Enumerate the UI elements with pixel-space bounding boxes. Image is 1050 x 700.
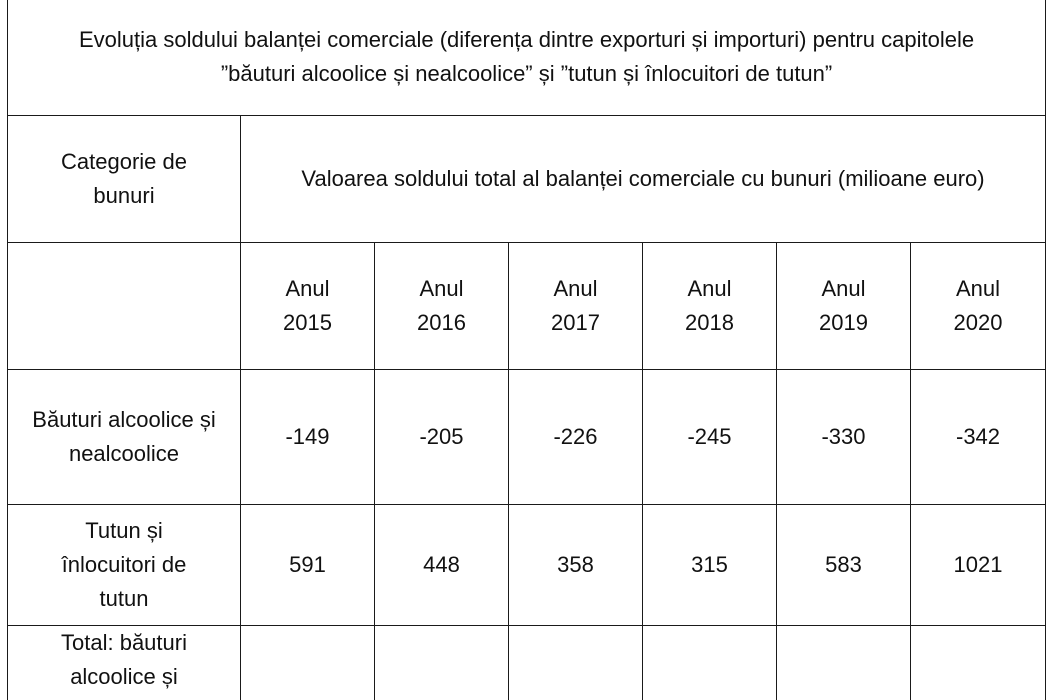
value-cell: -342 xyxy=(911,370,1046,505)
trade-balance-table xyxy=(7,0,1046,700)
value-cell xyxy=(241,626,375,700)
year-header: Anul 2017 xyxy=(509,243,643,370)
value-cell: 315 xyxy=(643,505,777,626)
year-header: Anul 2016 xyxy=(375,243,509,370)
year-header: Anul 2015 xyxy=(241,243,375,370)
category-header: Categorie de bunuri xyxy=(8,116,241,243)
title-row xyxy=(8,0,1046,116)
value-cell: -205 xyxy=(375,370,509,505)
value-cell xyxy=(777,626,911,700)
row-category: Tutun și înlocuitori de tutun xyxy=(8,505,241,626)
value-cell xyxy=(375,626,509,700)
year-header: Anul 2018 xyxy=(643,243,777,370)
table-title: Evoluția soldului balanței comerciale (diferența dintre exporturi și importuri) pentru capitolele ”băuturi alcoolice și nealcoolice” și ”tutun și înlocuitori de tutun” xyxy=(8,0,1046,116)
value-cell: -149 xyxy=(241,370,375,505)
value-cell: 1021 xyxy=(911,505,1046,626)
table-row xyxy=(8,370,1046,505)
table-row xyxy=(8,505,1046,626)
value-cell xyxy=(643,626,777,700)
value-cell xyxy=(509,626,643,700)
row-category: Total: băuturi alcoolice și xyxy=(8,626,241,700)
value-cell: 358 xyxy=(509,505,643,626)
year-header: Anul 2020 xyxy=(911,243,1046,370)
value-header: Valoarea soldului total al balanței comerciale cu bunuri (milioane euro) xyxy=(241,116,1046,243)
value-cell: -330 xyxy=(777,370,911,505)
value-cell xyxy=(911,626,1046,700)
value-cell: 448 xyxy=(375,505,509,626)
empty-header-cell xyxy=(8,243,241,370)
years-row xyxy=(8,243,1046,370)
year-header: Anul 2019 xyxy=(777,243,911,370)
row-category: Băuturi alcoolice și nealcoolice xyxy=(8,370,241,505)
value-cell: 583 xyxy=(777,505,911,626)
table-row xyxy=(8,626,1046,700)
header-row xyxy=(8,116,1046,243)
value-cell: 591 xyxy=(241,505,375,626)
value-cell: -226 xyxy=(509,370,643,505)
value-cell: -245 xyxy=(643,370,777,505)
